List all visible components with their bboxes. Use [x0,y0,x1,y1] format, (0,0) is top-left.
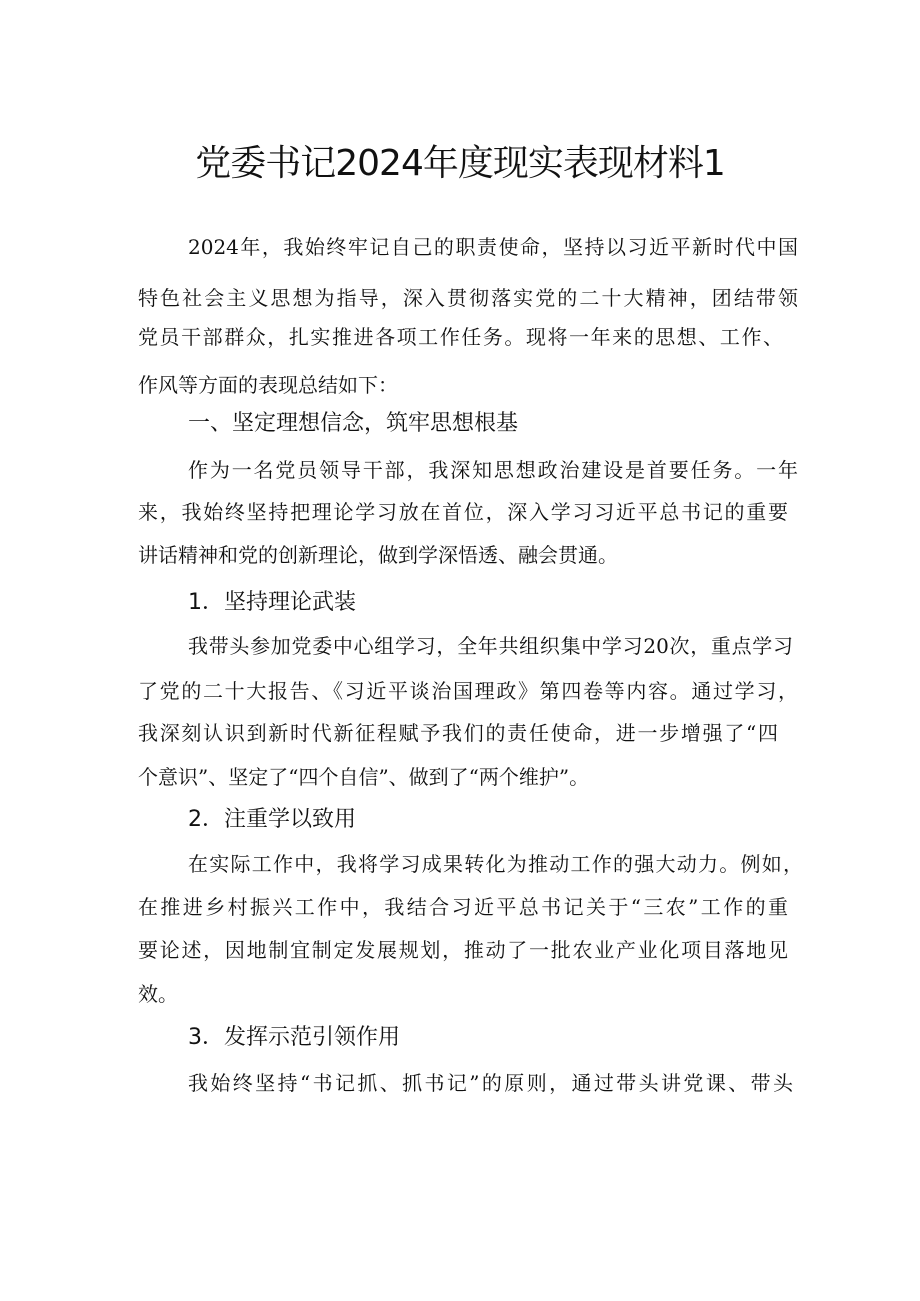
intro-line-2: 特色社会主义思想为指导，深入贯彻落实党的二十大精神，团结带领 [138,286,798,310]
item1-heading: 1．坚持理论武装 [188,590,356,615]
item2-line-1: 在实际工作中，我将学习成果转化为推动工作的强大动力。例如， [188,852,803,876]
item2-line-3: 要论述，因地制宜制定发展规划，推动了一批农业产业化项目落地见 [138,938,788,962]
item1-line-3: 我深刻认识到新时代新征程赋予我们的责任使命，进一步增强了“四 [138,721,778,745]
intro-line-4: 作风等方面的表现总结如下： [138,373,398,397]
item1-line-4: 个意识”、坚定了“四个自信”、做到了“两个维护”。 [138,765,590,789]
section1-line-3: 讲话精神和党的创新理论，做到学深悟透、融会贯通。 [138,543,618,567]
item3-heading: 3．发挥示范引领作用 [188,1025,400,1050]
page-title: 党委书记2024年度现实表现材料1 [195,143,725,184]
section1-line-1: 作为一名党员领导干部，我深知思想政治建设是首要任务。一年 [188,458,798,482]
item2-line-2: 在推进乡村振兴工作中，我结合习近平总书记关于“三农”工作的重 [138,895,788,919]
item3-line-1: 我始终坚持“书记抓、抓书记”的原则，通过带头讲党课、带头 [188,1071,793,1095]
section1-line-2: 来，我始终坚持把理论学习放在首位，深入学习习近平总书记的重要 [138,500,788,524]
item2-heading: 2．注重学以致用 [188,807,356,832]
item2-line-4: 效。 [138,982,178,1006]
intro-line-1: 2024年，我始终牢记自己的职责使命，坚持以习近平新时代中国 [188,235,798,259]
section1-heading: 一、坚定理想信念，筑牢思想根基 [188,411,519,436]
item1-line-2: 了党的二十大报告、《习近平谈治国理政》第四卷等内容。通过学习， [138,679,798,703]
item1-line-1: 我带头参加党委中心组学习，全年共组织集中学习20次，重点学习 [188,634,793,658]
intro-line-3: 党员干部群众，扎实推进各项工作任务。现将一年来的思想、工作、 [138,325,783,349]
